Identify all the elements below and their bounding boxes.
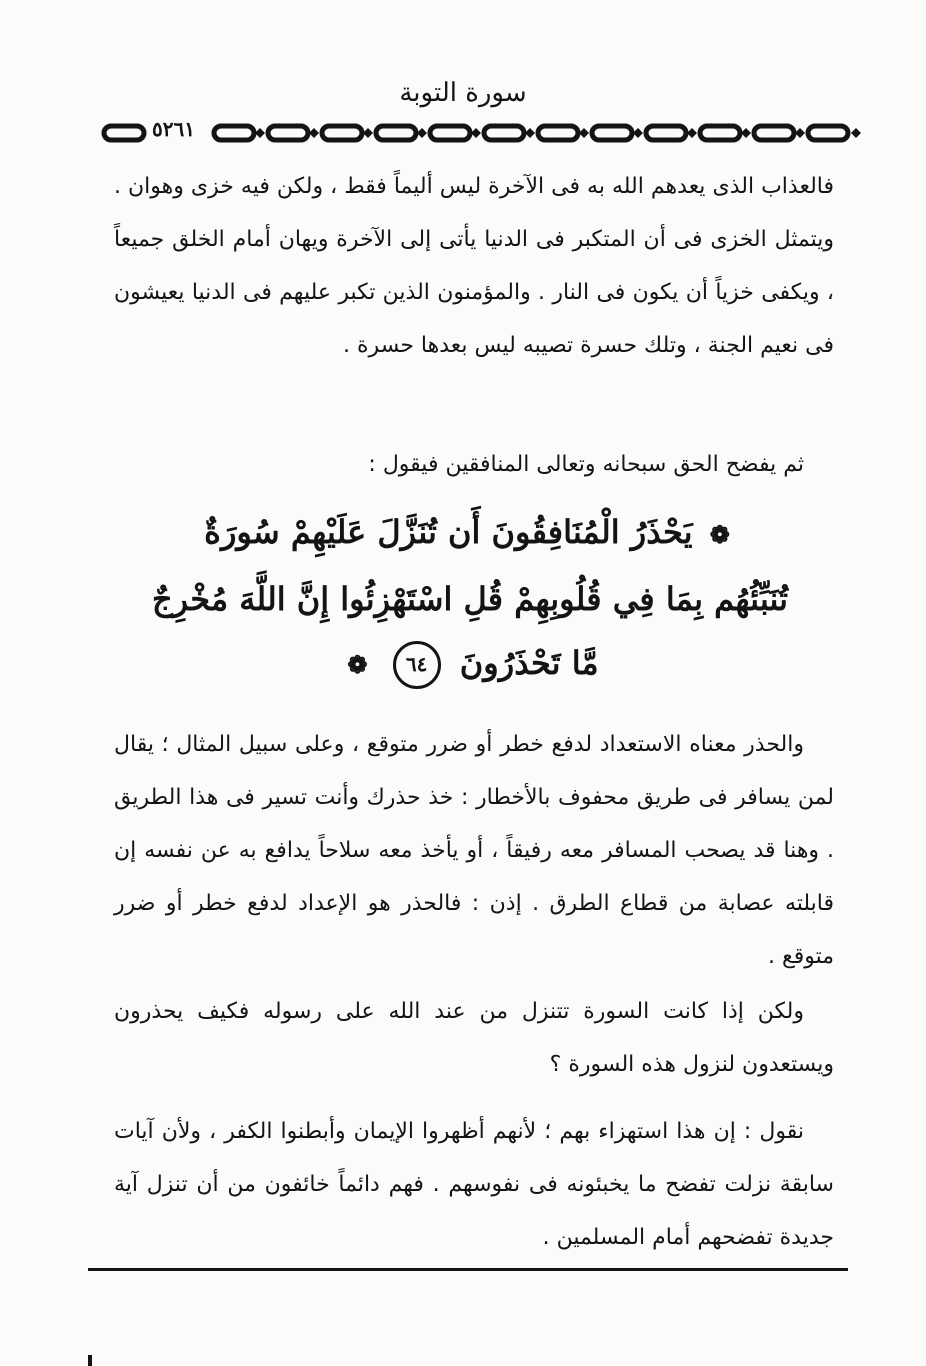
verse-close-ornament-icon: ❁ — [347, 650, 368, 679]
verse-line-1 — [100, 500, 840, 567]
verse-line-3-text: مَّا تَحْذَرُونَ — [459, 643, 599, 682]
verse-number-badge: ٦٤ — [393, 641, 441, 689]
verse-line-3 — [100, 631, 840, 698]
footer-rule — [88, 1268, 848, 1271]
surah-title: سورة التوبة — [399, 78, 527, 108]
paragraph-2: ثم يفضح الحق سبحانه وتعالى المنافقين فيقول : — [368, 452, 804, 477]
page-number: ٥٢٦١ — [148, 117, 199, 141]
paragraph-1: فالعذاب الذى يعدهم الله به فى الآخرة ليس أليماً فقط ، ولكن فيه خزى وهوان . ويتمثل الخزى فى أن المتكبر فى الدنيا يأتى إلى الآخرة ويهان أمام الخلق جميعاً ، ويكفى خزياً أن يكون فى النار . والمؤمنون الذين تكبر عليهم فى الدنيا يعيشون فى نعيم الجنة ، وتلك حسرة تصيبه ليس بعدها حسرة . — [114, 174, 834, 358]
paragraph-4: ولكن إذا كانت السورة تتنزل من عند الله على رسوله فكيف يحذرون ويستعدون لنزول هذه السورة ؟ — [114, 999, 834, 1077]
verse-line-2: تُنَبِّئُهُم بِمَا فِي قُلُوبِهِمْ قُلِ اسْتَهْزِئُوا إِنَّ اللَّهَ مُخْرِجٌ — [151, 579, 789, 618]
verse-line-1-text: يَحْذَرُ الْمُنَافِقُونَ أَن تُنَزَّلَ عَلَيْهِمْ سُورَةٌ — [204, 513, 693, 551]
ornamental-border — [100, 118, 868, 148]
verse-open-ornament-icon: ❁ — [709, 519, 730, 549]
paragraph-5: نقول : إن هذا استهزاء بهم ؛ لأنهم أظهروا الإيمان وأبطنوا الكفر ، ولأن آيات سابقة نزلت تفضح ما يخبئونه فى نفوسهم . فهم دائماً خائفون من أن تنزل آية جديدة تفضحهم أمام المسلمين . — [114, 1119, 834, 1250]
scan-mark — [88, 1355, 92, 1366]
paragraph-3: والحذر معناه الاستعداد لدفع خطر أو ضرر متوقع ، وعلى سبيل المثال ؛ يقال لمن يسافر فى طريق محفوف بالأخطار : خذ حذرك وأنت تسير فى هذا الطريق . وهنا قد يصحب المسافر معه رفيقاً ، أو يأخذ معه سلاحاً يدافع به عن نفسه إن قابلته عصابة من قطاع الطرق . إذن : فالحذر هو الإعداد لدفع خطر أو ضرر متوقع . — [114, 732, 834, 969]
quran-verse — [100, 500, 840, 697]
